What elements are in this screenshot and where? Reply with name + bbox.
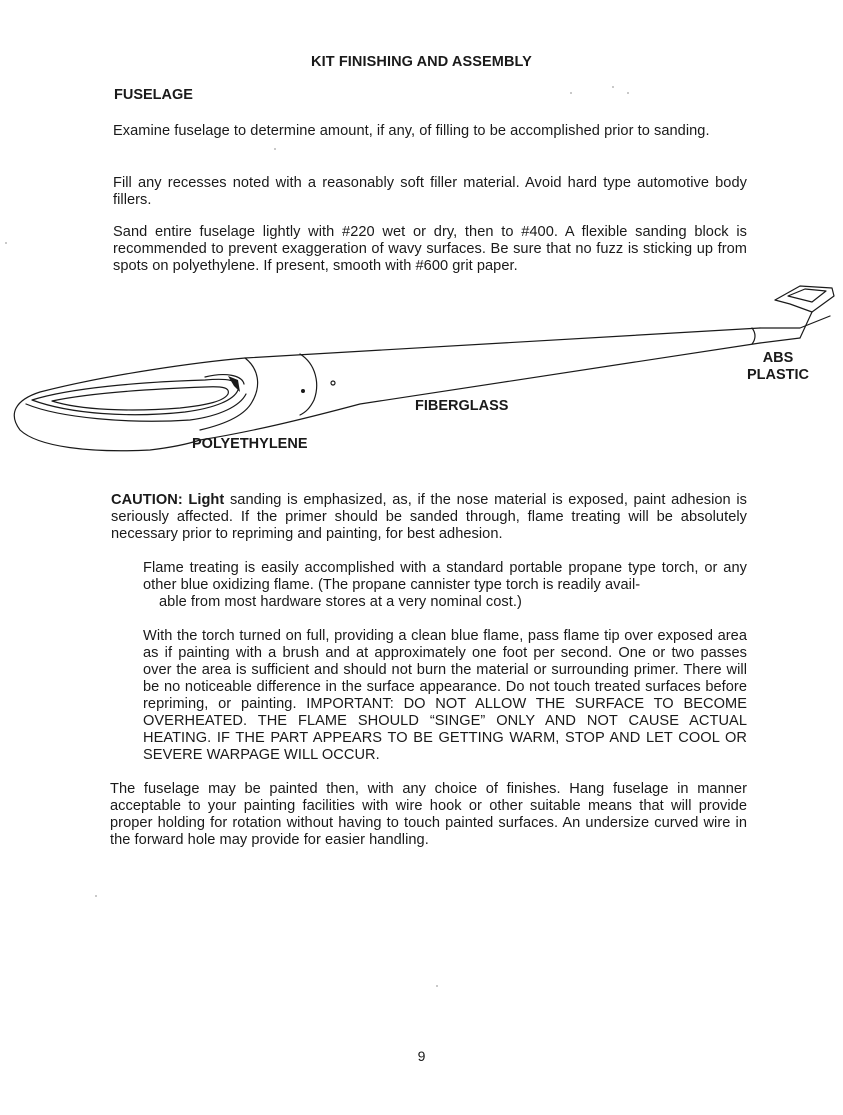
paragraph-fill: Fill any recesses noted with a reasonably soft filler material. Avoid hard type automotive body fillers. <box>113 175 747 208</box>
nose-joint <box>200 358 258 430</box>
page-number: 9 <box>417 1048 426 1064</box>
fuselage-bottom-line <box>200 343 760 440</box>
label-fiberglass: FIBERGLASS <box>415 398 509 414</box>
flame-paragraph-1-main: Flame treating is easily accomplished with a standard portable propane type torch, or any other blue oxidizing flame. (The propane cannister type torch is readily avail- <box>143 560 747 593</box>
tail-fin <box>775 286 834 338</box>
scan-speck <box>95 895 97 897</box>
mount-hole <box>331 381 335 385</box>
label-abs-line1: ABS <box>762 350 794 366</box>
flame-paragraph-2: With the torch turned on full, providing a clean blue flame, pass flame tip over exposed area as if painting with a brush and at approximately one foot per second. One or two passes over the area is sufficient and should not burn the material or surrounding primer. There will be no noticeable difference in the surface appearance. Do not touch treated surfaces before repriming, or painting. IMPORTANT: DO NOT ALLOW THE SURFACE TO BECOME OVERHEATED. THE FLAME SHOULD “SINGE” ONLY AND NOT CAUSE ACTUAL HEATING. IF THE PART APPEARS TO BE GETTING WARM, STOP AND LET COOL OR SEVERE WARPAGE WILL OCCUR. <box>143 628 747 763</box>
scan-speck <box>274 148 276 150</box>
label-abs-plastic <box>742 350 814 384</box>
fuselage-top-line <box>245 328 760 358</box>
tail-fin-edge <box>775 300 812 312</box>
scan-speck <box>570 92 572 94</box>
scan-speck <box>5 242 7 244</box>
scan-speck <box>612 86 614 88</box>
page-title: KIT FINISHING AND ASSEMBLY <box>311 54 532 70</box>
caution-emphasis: Light <box>188 492 225 508</box>
abs-tail-boom <box>760 316 830 343</box>
caution-paragraph <box>111 492 747 543</box>
fuselage-diagram <box>0 280 843 470</box>
paragraph-examine: Examine fuselage to determine amount, if any, of filling to be accomplished prior to sanding. <box>113 123 710 139</box>
scan-speck <box>627 92 629 94</box>
tail-fin-inner <box>788 289 826 302</box>
paragraph-sand: Sand entire fuselage lightly with #220 wet or dry, then to #400. A flexible sanding block is recommended to prevent exaggeration of wavy surfaces. Be sure that no fuzz is sticking up from spots on polyethylene. If present, smooth with #600 grit paper. <box>113 224 747 274</box>
flame-paragraph-1-hang: able from most hardware stores at a very nominal cost.) <box>159 594 522 610</box>
caution-label: CAUTION: <box>111 492 183 508</box>
label-abs-line2: PLASTIC <box>746 367 810 383</box>
forward-hole <box>301 389 305 393</box>
flame-paragraph-1 <box>143 560 747 611</box>
abs-joint <box>752 328 755 344</box>
cockpit-shadow <box>228 376 240 392</box>
fuselage-ring <box>300 354 317 415</box>
section-heading: FUSELAGE <box>114 87 193 103</box>
scan-speck <box>436 985 438 987</box>
caution-text: sanding is emphasized, as, if the nose material is exposed, paint adhesion is seriously affected. If the primer should be sanded through, flame treating will be absolutely necessary prior to repriming and painting, for best adhesion. <box>111 492 747 542</box>
final-paragraph: The fuselage may be painted then, with any choice of finishes. Hang fuselage in manner acceptable to your painting facilities with wire hook or other suitable means that will provide proper holding for rotation without having to touch painted surfaces. An undersize curved wire in the forward hole may provide for easier handling. <box>110 781 747 848</box>
label-polyethylene: POLYETHYLENE <box>192 436 308 452</box>
